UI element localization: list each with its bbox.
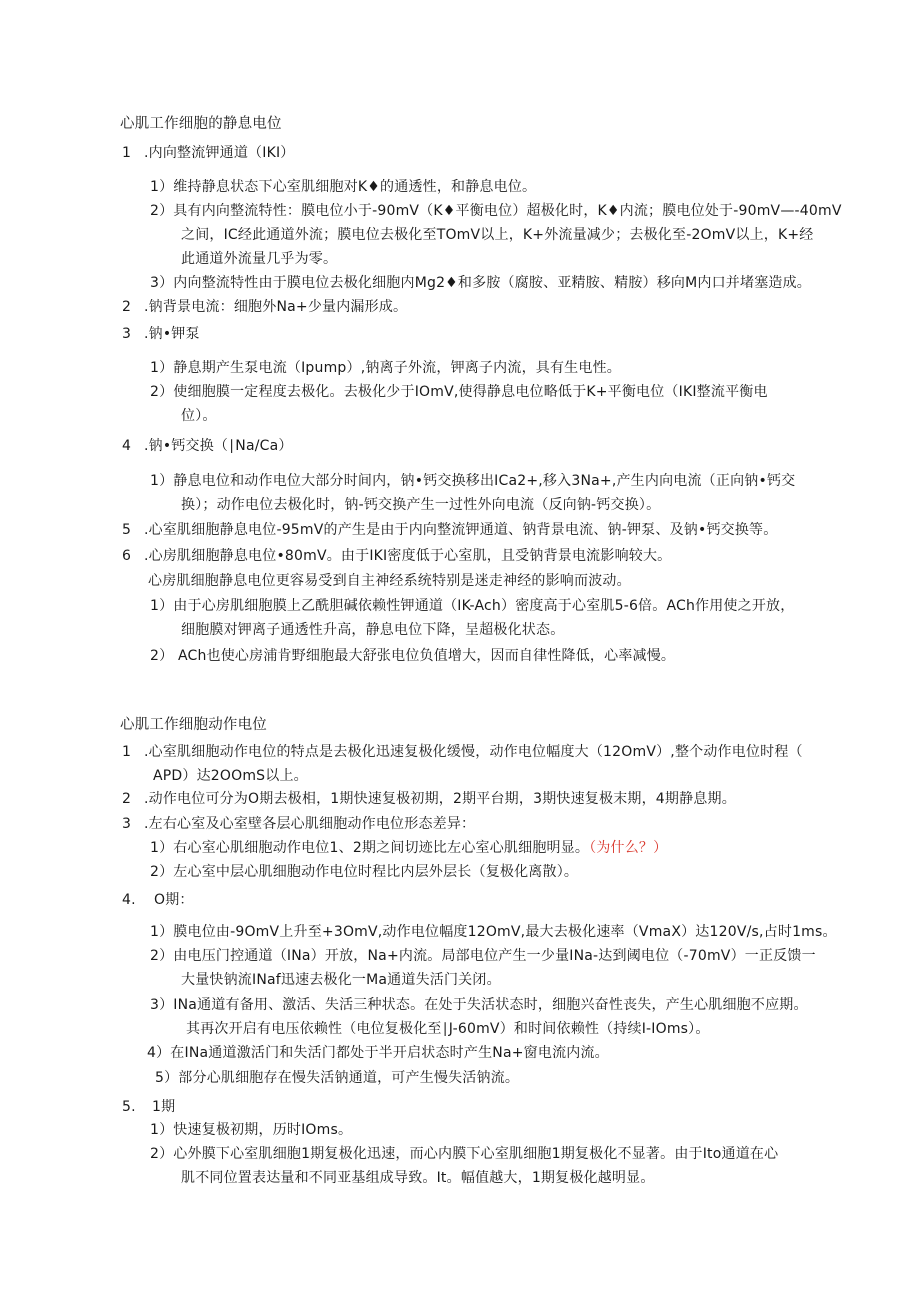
section-title: 心肌工作细胞动作电位 bbox=[120, 717, 267, 733]
list-item-2: 2 .钠背景电流：细胞外Na+少量内漏形成。 bbox=[122, 299, 408, 315]
list-item-cont: APD）达2OOmS以上。 bbox=[153, 768, 308, 784]
sub-item: 2） ACh也使心房浦肯野细胞最大舒张电位负值增大，因而自律性降低，心率减慢。 bbox=[150, 648, 676, 664]
list-item-4: 4 .钠•钙交换（∣Na/Ca） bbox=[122, 438, 293, 454]
sub-item: 2）左心室中层心肌细胞动作电位时程比内层外层长（复极化离散）。 bbox=[150, 864, 579, 880]
section-title: 心肌工作细胞的静息电位 bbox=[120, 116, 282, 132]
list-item-3: 3 .钠•钾泵 bbox=[122, 326, 200, 342]
sub-item: 1）由于心房肌细胞膜上乙酰胆碱依赖性钾通道（IK-Ach）密度高于心室肌5-6倍。ACh作用使之开放， bbox=[150, 598, 795, 614]
list-item-5: 5 .心室肌细胞静息电位-95mV的产生是由于内向整流钾通道、钠背景电流、钠-钾泵、及钠•钙交换等。 bbox=[122, 522, 778, 538]
sub-item: 2）心外膜下心室肌细胞1期复极化迅速，而心内膜下心室肌细胞1期复极化不显著。由于Ito通道在心 bbox=[150, 1146, 779, 1162]
sub-item: 2）具有内向整流特性：膜电位小于-90mV（K♦平衡电位）超极化时，K♦内流；膜电位处于-90mV—-40mV bbox=[150, 203, 842, 219]
list-item-5: 5. 1期 bbox=[122, 1099, 176, 1115]
sub-item: 1）静息期产生泵电流（Ipump）,钠离子外流，钾离子内流，具有生电性。 bbox=[150, 360, 621, 376]
paragraph: 心房肌细胞静息电位更容易受到自主神经系统特别是迷走神经的影响而波动。 bbox=[148, 573, 631, 589]
sub-item-cont: 此通道外流量几乎为零。 bbox=[181, 251, 338, 267]
sub-item: 3）INa通道有备用、激活、失活三种状态。在处于失活状态时，细胞兴奋性丧失，产生心肌细胞不应期。 bbox=[150, 997, 808, 1013]
sub-item-cont: 位）。 bbox=[181, 408, 217, 424]
sub-item: 1）维持静息状态下心室肌细胞对K♦的通透性，和静息电位。 bbox=[150, 179, 537, 195]
sub-item: 3）内向整流特性由于膜电位去极化细胞内Mg2♦和多胺（腐胺、亚精胺、精胺）移向M内口并堵塞造成。 bbox=[150, 275, 812, 291]
sub-item-cont: 之间，IC经此通道外流；膜电位去极化至TOmV以上，K+外流量减少；去极化至-2OmV以上，K+经 bbox=[181, 227, 814, 243]
list-item-3: 3 .左右心室及心室壁各层心肌细胞动作电位形态差异： bbox=[122, 816, 476, 832]
sub-item-cont: 其再次开启有电压依赖性（电位复极化至∣J-60mV）和时间依赖性（持续I-IOms）。 bbox=[186, 1021, 710, 1037]
list-item-1: 1 .内向整流钾通道（IKI） bbox=[122, 145, 295, 161]
sub-item: 4）在INa通道激活门和失活门都处于半开启状态时产生Na+窗电流内流。 bbox=[147, 1045, 609, 1061]
sub-item-cont: 换）；动作电位去极化时，钠-钙交换产生一过性外向电流（反向钠-钙交换）。 bbox=[181, 497, 661, 513]
question-note: （为什么？） bbox=[589, 840, 668, 856]
sub-item: 2）使细胞膜一定程度去极化。去极化少于IOmV,使得静息电位略低于K+平衡电位（IKI整流平衡电 bbox=[150, 384, 768, 400]
sub-item: 1）静息电位和动作电位大部分时间内，钠•钙交换移出ICa2+,移入3Na+,产生内向电流（正向钠•钙交 bbox=[150, 473, 796, 489]
sub-item: 1）快速复极初期，历时IOms。 bbox=[150, 1122, 353, 1138]
list-item-4: 4. O期： bbox=[122, 892, 194, 908]
list-item-1: 1 .心室肌细胞动作电位的特点是去极化迅速复极化缓慢，动作电位幅度大（12OmV）,整个动作电位时程（ bbox=[122, 744, 803, 760]
sub-item-cont: 细胞膜对钾离子通透性升高，静息电位下降，呈超极化状态。 bbox=[181, 622, 565, 638]
sub-item-cont: 肌不同位置表达量和不同亚基组成导致。It。幅值越大，1期复极化越明显。 bbox=[181, 1170, 655, 1186]
sub-item-cont: 大量快钠流INaf迅速去极化一Ma通道失活门关闭。 bbox=[181, 972, 501, 988]
sub-item: 5）部分心肌细胞存在慢失活钠通道，可产生慢失活钠流。 bbox=[155, 1070, 520, 1086]
sub-item: 2）由电压门控通道（INa）开放，Na+内流。局部电位产生一少量INa-达到阈电位（-70mV）一正反馈一 bbox=[150, 948, 816, 964]
list-item-6: 6 .心房肌细胞静息电位•80mV。由于IKI密度低于心室肌，且受钠背景电流影响较大。 bbox=[122, 548, 672, 564]
sub-item: 1）膜电位由-9OmV上升至+3OmV,动作电位幅度12OmV,最大去极化速率（VmaX）达120V/s,占时1ms。 bbox=[150, 924, 837, 940]
list-item-2: 2 .动作电位可分为O期去极相，1期快速复极初期，2期平台期，3期快速复极末期，4期静息期。 bbox=[122, 791, 736, 807]
sub-item: 1）右心室心肌细胞动作电位1、2期之间切迹比左心室心肌细胞明显。（为什么？） bbox=[150, 840, 668, 856]
